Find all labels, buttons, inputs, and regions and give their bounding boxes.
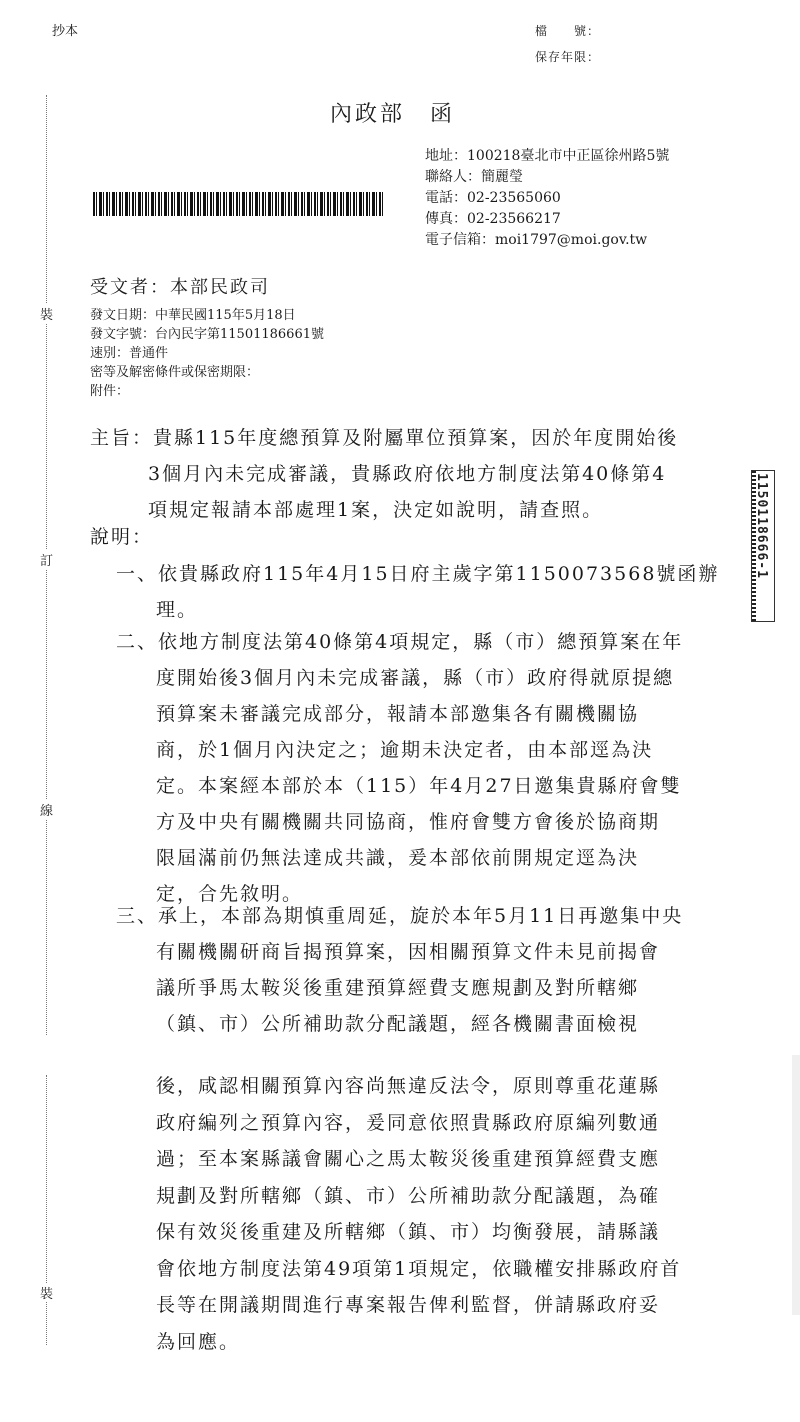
item-line: 議所爭馬太鞍災後重建預算經費支應規劃及對所轄鄉 bbox=[156, 977, 640, 999]
item-line: 過；至本案縣議會關心之馬太鞍災後重建預算經費支應 bbox=[156, 1148, 661, 1170]
item-line: 政府編列之預算內容，爰同意依照貴縣政府原編列數通 bbox=[156, 1111, 661, 1134]
recipient: 受文者：本部民政司 bbox=[90, 277, 270, 298]
item-line: 後，咸認相關預算內容尚無違反法令，原則尊重花蓮縣 bbox=[156, 1075, 661, 1097]
item-line: 會依地方制度法第49項第1項規定，依職權安排縣政府首 bbox=[156, 1257, 682, 1280]
attachment: 附件： bbox=[90, 384, 130, 399]
stamp-number: 1150118666-1 bbox=[754, 473, 769, 579]
receipt-stamp bbox=[751, 470, 775, 622]
item-line: 規劃及對所轄鄉（鎮、市）公所補助款分配議題，為確 bbox=[156, 1184, 661, 1207]
item-line: 三、承上，本部為期慎重周延，旋於本年5月11日再邀集中央 bbox=[116, 905, 684, 927]
item-line: （鎮、市）公所補助款分配議題，經各機關書面檢視 bbox=[156, 1013, 640, 1035]
subject-line: 3個月內未完成審議，貴縣政府依地方制度法第40條第4 bbox=[148, 463, 667, 485]
contact-block bbox=[425, 146, 669, 251]
item-line: 預算案未審議完成部分，報請本部邀集各有關機關協 bbox=[156, 703, 640, 725]
item-line: 方及中央有關機關共同協商，惟府會雙方會後於協商期 bbox=[156, 811, 661, 833]
item-line: 一、依貴縣政府115年4月15日府主歲字第1150073568號函辦 bbox=[116, 563, 720, 585]
explanation-item-2 bbox=[116, 624, 683, 912]
item-line: 理。 bbox=[156, 599, 199, 621]
subject-line: 主旨：貴縣115年度總預算及附屬單位預算案，因於年度開始後 bbox=[90, 427, 679, 449]
explanation-label: 說明： bbox=[90, 526, 154, 548]
email: 電子信箱：moi1797@moi.gov.tw bbox=[425, 232, 648, 248]
item-line: 長等在開議期間進行專案報告俾利監督，併請縣政府妥 bbox=[156, 1294, 661, 1316]
item-line: 二、依地方制度法第40條第4項規定，縣（市）總預算案在年 bbox=[116, 631, 684, 653]
subject bbox=[90, 420, 678, 528]
contact-person: 聯絡人：簡麗瑩 bbox=[425, 169, 523, 185]
issue-date: 發文日期：中華民國115年5月18日 bbox=[90, 308, 296, 323]
meta-block bbox=[90, 306, 324, 401]
item-line: 為回應。 bbox=[156, 1330, 241, 1353]
speed: 速別：普通件 bbox=[90, 346, 169, 361]
binding-mark: 裝 bbox=[40, 1283, 53, 1302]
address: 地址：100218臺北市中正區徐州路5號 bbox=[425, 148, 670, 164]
document-title: 內政部 函 bbox=[330, 102, 456, 127]
phone: 電話：02-23565060 bbox=[425, 190, 561, 206]
page-edge-shadow bbox=[792, 1055, 800, 1315]
subject-line: 項規定報請本部處理1案，決定如說明，請查照。 bbox=[148, 499, 604, 521]
item-line: 有關機關研商旨揭預算案，因相關預算文件未見前揭會 bbox=[156, 941, 661, 963]
item-line: 商，於1個月內決定之；逾期未決定者，由本部逕為決 bbox=[156, 739, 654, 761]
retention-label: 保存年限： bbox=[535, 50, 601, 64]
item-line: 定，合先敘明。 bbox=[156, 883, 304, 905]
document-number: 發文字號：台內民字第11501186661號 bbox=[90, 327, 324, 342]
explanation-item-3 bbox=[116, 898, 683, 1042]
binding-mark: 裝 bbox=[40, 304, 53, 323]
explanation-item-3-continued bbox=[156, 1068, 681, 1360]
item-line: 度開始後3個月內未完成審議，縣（市）政府得就原提總 bbox=[156, 667, 675, 689]
file-number-label: 檔 號： bbox=[535, 24, 601, 38]
explanation-item-1 bbox=[116, 556, 719, 628]
item-line: 保有效災後重建及所轄鄉（鎮、市）均衡發展，請縣議 bbox=[156, 1221, 661, 1243]
fax: 傳真：02-23566217 bbox=[425, 211, 561, 227]
barcode-graphic bbox=[93, 192, 383, 216]
copy-label: 抄本 bbox=[52, 24, 79, 39]
item-line: 定。本案經本部於本（115）年4月27日邀集貴縣府會雙 bbox=[156, 775, 682, 797]
binding-mark: 線 bbox=[40, 800, 53, 819]
binding-mark: 訂 bbox=[40, 550, 53, 569]
item-line: 限屆滿前仍無法達成共識，爰本部依前開規定逕為決 bbox=[156, 847, 640, 869]
binding-line-lower bbox=[46, 1075, 47, 1345]
security-level: 密等及解密條件或保密期限： bbox=[90, 365, 260, 380]
